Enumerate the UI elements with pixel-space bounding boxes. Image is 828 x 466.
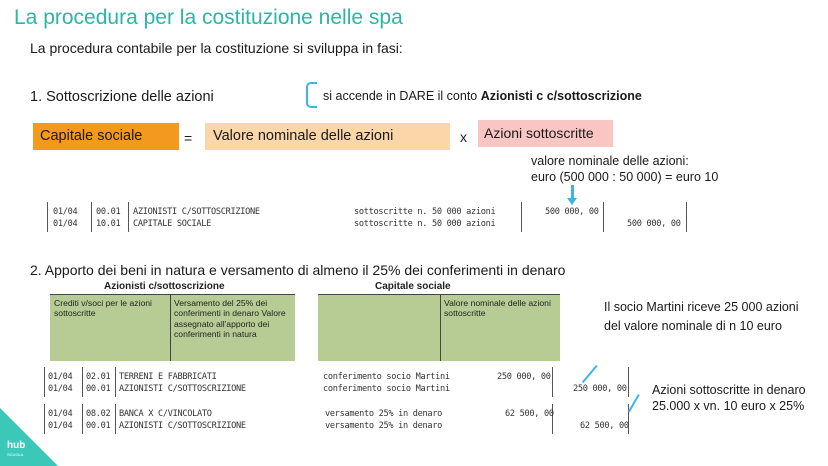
dare-account: Azionisti c c/sottoscrizione [480, 89, 642, 103]
t1-mid-line [170, 295, 171, 361]
arrow-diagonal-icon [628, 394, 640, 412]
journal-date: 01/04 [48, 372, 73, 382]
journal-date: 01/04 [48, 384, 73, 394]
journal-account: BANCA X C/VINCOLATO [119, 409, 212, 419]
journal-desc: conferimento socio Martini [323, 372, 450, 382]
journal-account: AZIONISTI C/SOTTOSCRIZIONE [119, 421, 246, 431]
journal-account: AZIONISTI C/SOTTOSCRIZIONE [133, 207, 260, 217]
socio-martini-note: Il socio Martini riceve 25 000 azioni del valore nominale di n 10 euro [604, 300, 799, 333]
capitale-sociale-box: Capitale sociale [33, 123, 179, 150]
intro-text: La procedura contabile per la costituzione si sviluppa in fasi: [30, 40, 403, 56]
journal-account: CAPITALE SOCIALE [133, 219, 211, 229]
azioni-sottoscritte-label: Azioni sottoscritte [484, 125, 594, 141]
journal-account: TERRENI E FABBRICATI [119, 372, 217, 382]
equals-sign: = [184, 130, 193, 146]
journal-rule [47, 202, 48, 232]
journal-code: 08.02 [86, 409, 111, 419]
journal-account: AZIONISTI C/SOTTOSCRIZIONE [119, 384, 246, 394]
journal-desc: versamento 25% in denaro [325, 409, 442, 419]
journal-avere: 500 000, 00 [627, 219, 681, 229]
journal-rule [128, 202, 129, 232]
journal-avere: 250 000, 00 [573, 384, 627, 394]
journal-rule [91, 202, 92, 232]
journal-code: 00.01 [86, 384, 111, 394]
t1-left-text: Crediti v/soci per le azioni sottoscritte [54, 298, 152, 319]
journal-rule [603, 202, 604, 232]
journal-desc: sottoscritte n. 50 000 azioni [354, 219, 496, 229]
journal-rule [115, 367, 116, 397]
journal-code: 00.01 [96, 207, 121, 217]
valore-nominale-note [531, 153, 718, 185]
journal-code: 02.01 [86, 372, 111, 382]
journal-date: 01/04 [53, 219, 78, 229]
note1-line2: euro (500 000 : 50 000) = euro 10 [531, 170, 719, 184]
t2-mid-line [440, 295, 441, 361]
dare-note [323, 89, 642, 103]
journal-date: 01/04 [53, 207, 78, 217]
journal-rule [115, 404, 116, 434]
bracket-icon [306, 82, 317, 108]
t1-right-text: Versamento del 25% dei conferimenti in denaro Valore assegnato all'apporto dei conferimenti in natura [174, 298, 286, 340]
journal-rule [44, 367, 45, 397]
logo-sub: SCUOLA [7, 452, 24, 457]
journal-desc: sottoscritte n. 50 000 azioni [354, 207, 496, 217]
journal-date: 01/04 [48, 409, 73, 419]
times-sign: x [460, 129, 467, 145]
t1-title: Azionisti c/sottoscrizione [104, 281, 225, 292]
azioni-denaro-note: Azioni sottoscritte in denaro 25.000 x vn. 10 euro x 25% [652, 383, 806, 413]
page-title: La procedura per la costituzione nelle spa [14, 6, 403, 29]
journal-rule [552, 367, 553, 397]
t2-title: Capitale sociale [375, 281, 451, 292]
journal-code: 10.01 [96, 219, 121, 229]
journal-rule [521, 202, 522, 232]
journal-rule [82, 367, 83, 397]
journal-dare: 500 000, 00 [545, 207, 599, 217]
step1-heading: 1. Sottoscrizione delle azioni [30, 89, 214, 105]
journal-rule [628, 367, 629, 397]
note1-line1: valore nominale delle azioni: [531, 154, 689, 168]
step2-heading: 2. Apporto dei beni in natura e versamento di almeno il 25% dei conferimenti in denaro [30, 262, 566, 278]
valore-nominale-box: Valore nominale delle azioni [205, 123, 450, 150]
journal-dare: 250 000, 00 [497, 372, 551, 382]
journal-date: 01/04 [48, 421, 73, 431]
journal-code: 00.01 [86, 421, 111, 431]
journal-rule [686, 202, 687, 232]
arrow-diagonal-icon [582, 365, 598, 383]
logo-text: hub [7, 440, 26, 451]
t2-right-text: Valore nominale delle azioni sottoscritte [444, 298, 551, 319]
dare-prefix: si accende in DARE il conto [323, 89, 481, 103]
journal-desc: conferimento socio Martini [323, 384, 450, 394]
arrow-down-icon [571, 185, 574, 199]
journal-desc: versamento 25% in denaro [325, 421, 442, 431]
journal-dare: 62 500, 00 [505, 409, 554, 419]
journal-rule [82, 404, 83, 434]
hub-scuola-logo [0, 408, 58, 466]
journal-avere: 62 500, 00 [580, 421, 629, 431]
